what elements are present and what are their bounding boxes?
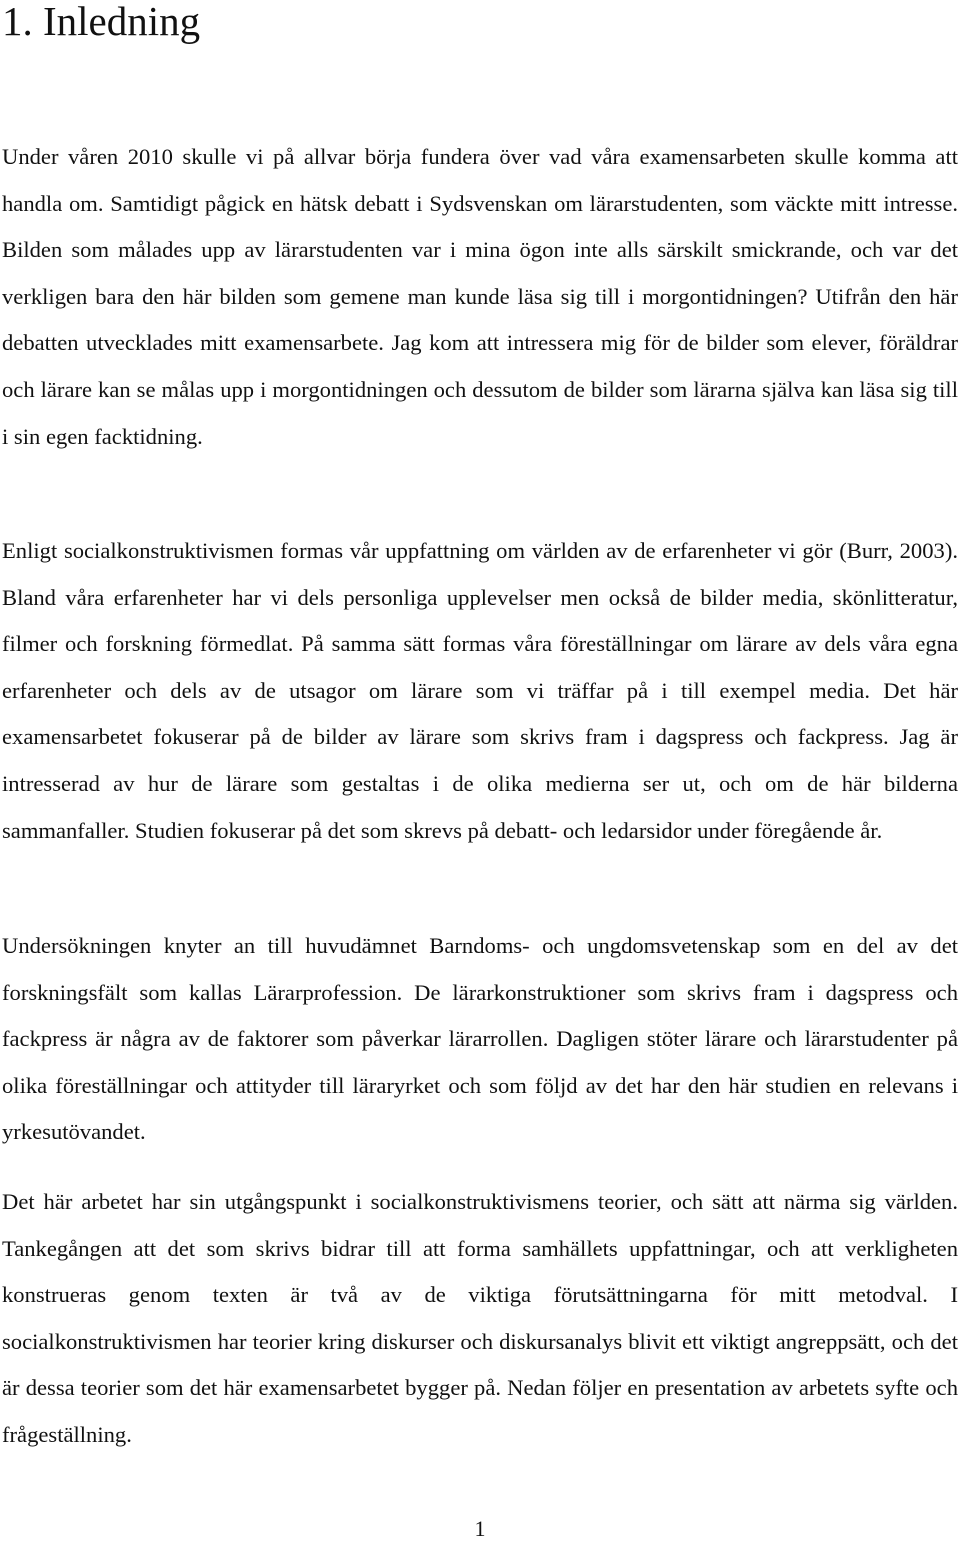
page-number: 1 [474, 1516, 486, 1541]
paragraph-background: Under våren 2010 skulle vi på allvar börja fundera över vad våra examensarbeten skulle komma att handla om. Samtidigt pågick en hätsk debatt i Sydsvenskan om lärarstudenten, som väckte mitt intresse. Bilden som målades upp av lärarstudenten var i mina ögon inte alls särskilt smickrande, och var det verkligen bara den här bilden som gemene man kunde läsa sig till i morgontidningen? Utifrån den här debatten utvecklades mitt examensarbete. Jag kom att intressera mig för de bilder som elever, föräldrar och lärare kan se målas upp i morgontidningen och dessutom de bilder som lärarna själva kan läsa sig till i sin egen facktidning. [2, 144, 958, 449]
paragraph-theoretical-basis: Det här arbetet har sin utgångspunkt i socialkonstruktivismens teorier, och sätt att närma sig världen. Tankegången att det som skrivs bidrar till att forma samhällets uppfattningar, och att verkligheten konstrueras genom texten är två av de viktiga förutsättningarna för mitt metodval. I socialkonstruktivismen har teorier kring diskurser och diskursanalys blivit ett viktigt angreppsätt, och det är dessa teorier som det här examensarbetet bygger på. Nedan följer en presentation av arbetets syfte och frågeställning. [2, 1189, 958, 1447]
paragraph-social-constructivism: Enligt socialkonstruktivismen formas vår uppfattning om världen av de erfarenheter vi gör (Burr, 2003). Bland våra erfarenheter har vi dels personliga upplevelser men också de bilder media, skönlitteratur, filmer och forskning förmedlat. På samma sätt formas våra föreställningar om lärare av dels våra egna erfarenheter och dels av de utsagor om lärare som vi träffar på i till exempel media. Det här examensarbetet fokuserar på de bilder av lärare som skrivs fram i dagspress och fackpress. Jag är intresserad av hur de lärare som gestaltas i de olika medierna ser ut, och om de här bilderna sammanfaller. Studien fokuserar på det som skrevs på debatt- och ledarsidor under föregående år. [2, 538, 958, 843]
paragraph-research-field: Undersökningen knyter an till huvudämnet Barndoms- och ungdomsvetenskap som en del av det forskningsfält som kallas Lärarprofession. De lärarkonstruktioner som skrivs fram i dagspress och fackpress är några av de faktorer som påverkar lärarrollen. Dagligen stöter lärare och lärarstudenter på olika föreställningar och attityder till läraryrket och som följd av det har den här studien en relevans i yrkesutövandet. [2, 933, 958, 1145]
chapter-heading: 1. Inledning [2, 0, 201, 44]
